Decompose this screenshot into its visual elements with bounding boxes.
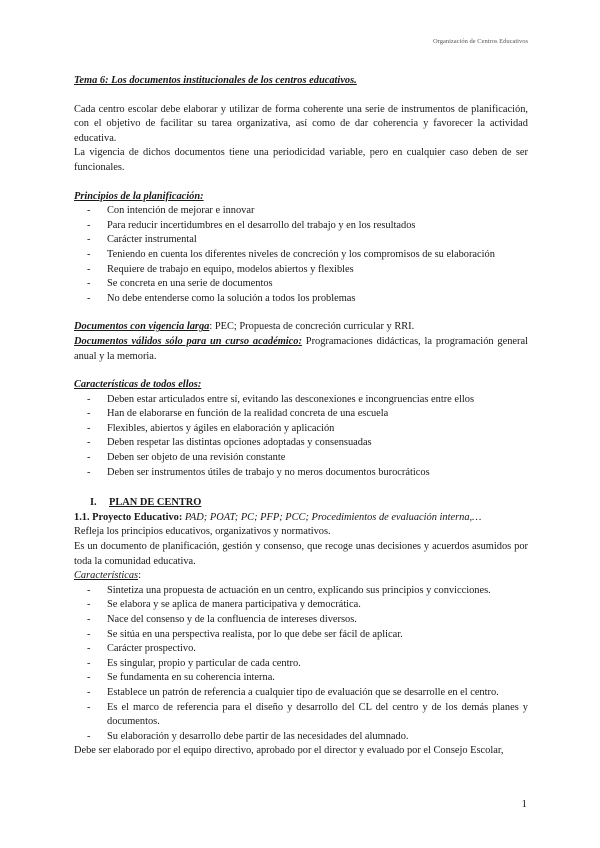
list-item: - Nace del consenso y de la confluencia de intereses diversos. (87, 613, 528, 628)
list-item: - Su elaboración y desarrollo debe partir de las necesidades del alumnado. (87, 730, 528, 745)
documentos-curso (74, 335, 528, 364)
list-item: - Carácter instrumental (87, 233, 528, 248)
proyecto-educativo-items: PAD; POAT; PC; PFP; PCC; Procedimientos de evaluación interna,… (182, 511, 482, 523)
principios-list (74, 204, 528, 306)
plan-heading (74, 496, 528, 511)
documentos-larga-text: : PEC; Propuesta de concreción curricular y RRI. (209, 321, 415, 333)
list-item: - Se fundamenta en su coherencia interna. (87, 671, 528, 686)
plan-caracteristicas-heading (74, 569, 528, 584)
list-item: - Se sitúa en una perspectiva realista, por lo que debe ser fácil de aplicar. (87, 628, 528, 643)
caracteristicas-heading: Características de todos ellos: (74, 379, 202, 391)
page-number: 1 (521, 798, 527, 810)
list-item: - Se concreta en una serie de documentos (87, 277, 528, 292)
intro-paragraph: La vigencia de dichos documentos tiene una periodicidad variable, pero en cualquier caso deben de ser funcionales. (74, 147, 528, 173)
documentos-curso-label: Documentos válidos sólo para un curso académico: (74, 335, 302, 347)
list-item: - Teniendo en cuenta los diferentes niveles de concreción y los compromisos de su elaboración (87, 248, 528, 263)
closing-paragraph: Debe ser elaborado por el equipo directivo, aprobado por el director y evaluado por el Consejo Escolar, (74, 745, 504, 757)
list-item: - Con intención de mejorar e innovar (87, 204, 528, 219)
list-item: - Es el marco de referencia para el diseño y desarrollo del CL del centro y de los demás planes y documentos. (87, 701, 528, 730)
list-item: - Requiere de trabajo en equipo, modelos abiertos y flexibles (87, 263, 528, 278)
plan-caracteristicas-colon: : (138, 570, 141, 582)
list-item: - Se elabora y se aplica de manera participativa y democrática. (87, 598, 528, 613)
document-body (74, 74, 528, 759)
list-item: - Sintetiza una propuesta de actuación en un centro, explicando sus principios y convicciones. (87, 584, 528, 599)
list-item: - Establece un patrón de referencia a cualquier tipo de evaluación que se desarrolle en el centro. (87, 686, 528, 701)
list-item: - Han de elaborarse en función de la realidad concreta de una escuela (87, 407, 528, 422)
page-title: Tema 6: Los documentos institucionales de los centros educativos. (74, 75, 357, 86)
plan-title: PLAN DE CENTRO (109, 497, 202, 509)
caracteristicas-list (74, 393, 528, 481)
principios-heading: Principios de la planificación: (74, 190, 204, 202)
documentos-curso-text: Programaciones didácticas, la programación general anual y la memoria. (74, 335, 528, 362)
proyecto-educativo-line (74, 511, 528, 526)
documentos-larga-label: Documentos con vigencia larga (74, 321, 210, 333)
list-item: - Para reducir incertidumbres en el desarrollo del trabajo y en los resultados (87, 219, 528, 234)
list-item: - Es singular, propio y particular de cada centro. (87, 657, 528, 672)
refleja-line: Refleja los principios educativos, organizativos y normativos. (74, 526, 331, 538)
plan-number: I. (90, 497, 97, 509)
list-item: - Deben ser objeto de una revisión constante (87, 451, 528, 466)
list-item: - Deben estar articulados entre sí, evitando las desconexiones e incongruencias entre ellos (87, 393, 528, 408)
running-header: Organización de Centros Educativos (432, 38, 528, 45)
definition-paragraph: Es un documento de planificación, gestión y consenso, que recoge unas decisiones y acuerdos asumidos por toda la comunidad educativa. (74, 541, 528, 567)
plan-caracteristicas-label: Características (74, 570, 139, 582)
list-item: - No debe entenderse como la solución a todos los problemas (87, 292, 528, 307)
list-item: - Deben respetar las distintas opciones adoptadas y consensuadas (87, 436, 528, 451)
list-item: - Deben ser instrumentos útiles de trabajo y no meros documentos burocráticos (87, 466, 528, 481)
plan-caracteristicas-list (74, 584, 528, 745)
documentos-larga (74, 320, 528, 335)
list-item: - Flexibles, abiertos y ágiles en elaboración y aplicación (87, 422, 528, 437)
list-item: - Carácter prospectivo. (87, 642, 528, 657)
proyecto-educativo-label: 1.1. Proyecto Educativo: (74, 511, 183, 523)
intro-paragraph: Cada centro escolar debe elaborar y utilizar de forma coherente una serie de instrumentos de planificación, con el objetivo de facilitar su tarea organizativa, así como de dar coherencia y favorecer la actividad educativa. (74, 103, 528, 144)
